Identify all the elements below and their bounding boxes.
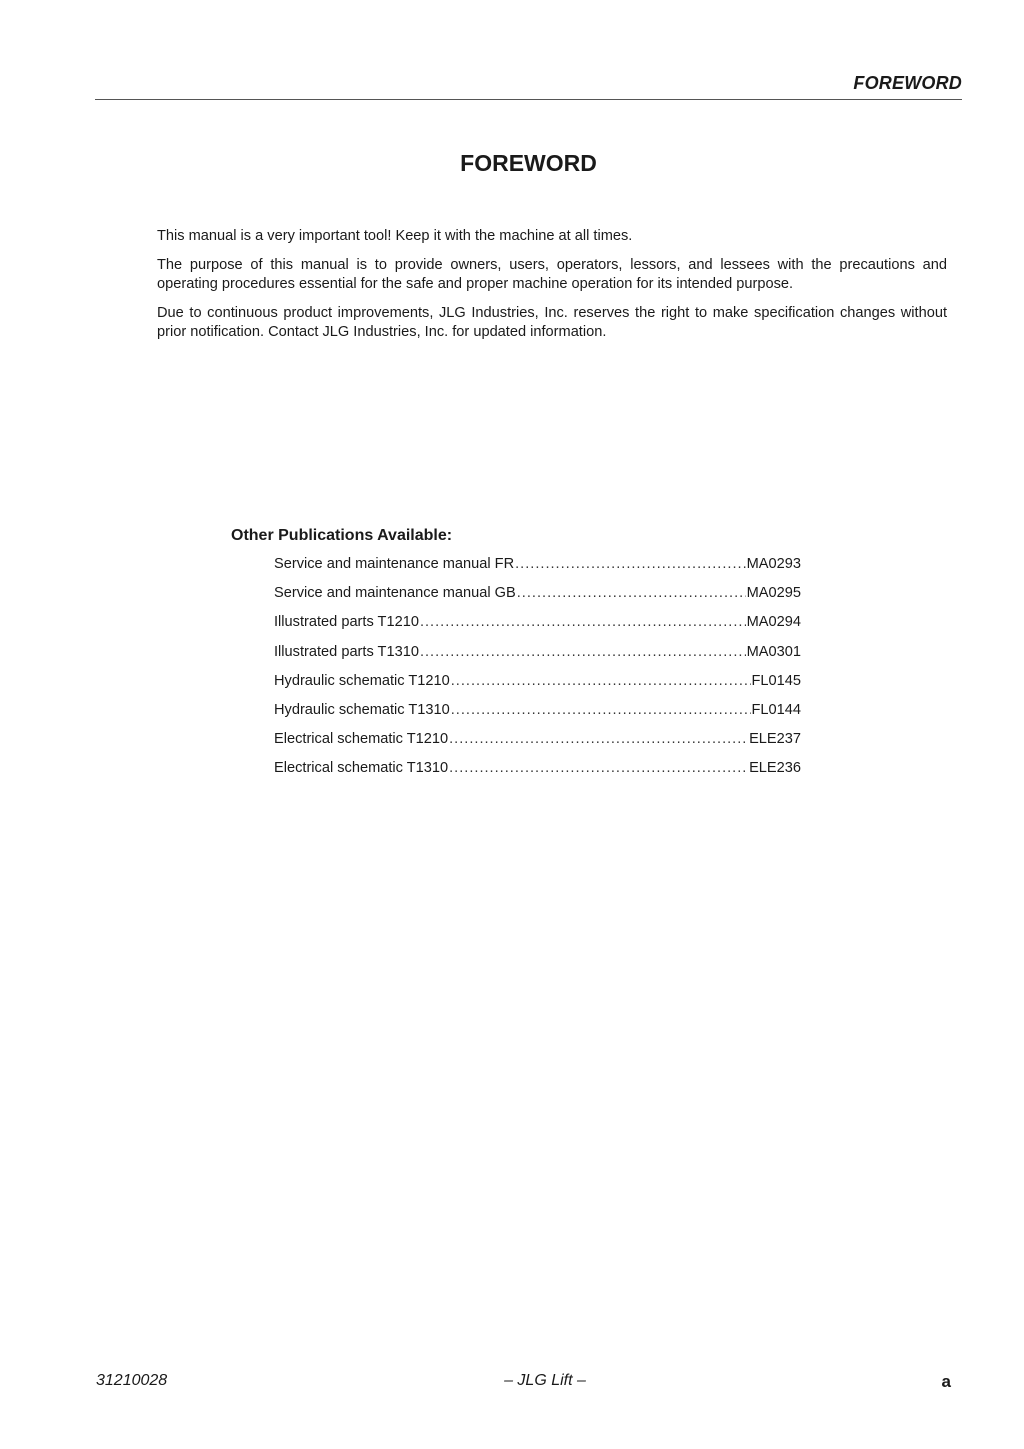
paragraph-purpose: The purpose of this manual is to provide owners, users, operators, lessors, and lessees with the precautions and operating procedures essential for the safe and proper machine operation for its intended purpose.	[157, 257, 947, 292]
publication-code: MA0293	[746, 556, 801, 572]
footer-page-label: a	[941, 1372, 951, 1391]
dot-leader	[451, 673, 751, 689]
dot-leader	[420, 614, 746, 630]
footer-brand: – JLG Lift –	[504, 1372, 586, 1389]
list-item	[274, 585, 801, 614]
publication-code: FL0144	[751, 701, 801, 718]
publication-title: Service and maintenance manual FR	[274, 556, 515, 572]
list-item	[274, 556, 801, 585]
list-item	[274, 731, 801, 760]
paragraph-improvements: Due to continuous product improvements, JLG Industries, Inc. reserves the right to make specification changes without prior notification. Contact JLG Industries, Inc. for updated information.	[157, 305, 947, 340]
dot-leader	[517, 585, 746, 601]
publication-title: Hydraulic schematic T1310	[274, 701, 450, 718]
publications-list	[274, 556, 801, 790]
publication-title: Hydraulic schematic T1210	[274, 672, 450, 689]
publication-title: Illustrated parts T1210	[274, 614, 419, 631]
header-rule	[95, 99, 962, 100]
dot-leader	[449, 760, 748, 776]
list-item	[274, 673, 801, 702]
publication-title: Service and maintenance manual GB	[274, 585, 516, 602]
page-title: FOREWORD	[460, 150, 597, 176]
list-item	[274, 614, 801, 643]
publication-title: Electrical schematic T1310	[274, 760, 449, 777]
publication-code: ELE237	[749, 731, 801, 748]
dot-leader	[449, 731, 748, 747]
paragraph-intro: This manual is a very important tool! Keep it with the machine at all times.	[157, 228, 633, 244]
publication-title: Illustrated parts T1310	[274, 643, 419, 660]
publication-code: MA0301	[746, 643, 801, 660]
footer-doc-number: 31210028	[96, 1372, 168, 1389]
list-item	[274, 644, 801, 673]
dot-leader	[420, 644, 746, 660]
list-item	[274, 760, 801, 789]
publication-code: MA0295	[746, 585, 801, 602]
publication-code: ELE236	[749, 760, 801, 777]
publication-code: MA0294	[746, 614, 801, 631]
list-item	[274, 702, 801, 731]
publications-heading: Other Publications Available:	[231, 527, 453, 544]
dot-leader	[451, 702, 751, 718]
dot-leader	[515, 556, 746, 572]
publication-code: FL0145	[751, 672, 801, 689]
page-header-title: FOREWORD	[853, 73, 962, 93]
foreword-body	[157, 227, 947, 352]
publication-title: Electrical schematic T1210	[274, 731, 449, 748]
